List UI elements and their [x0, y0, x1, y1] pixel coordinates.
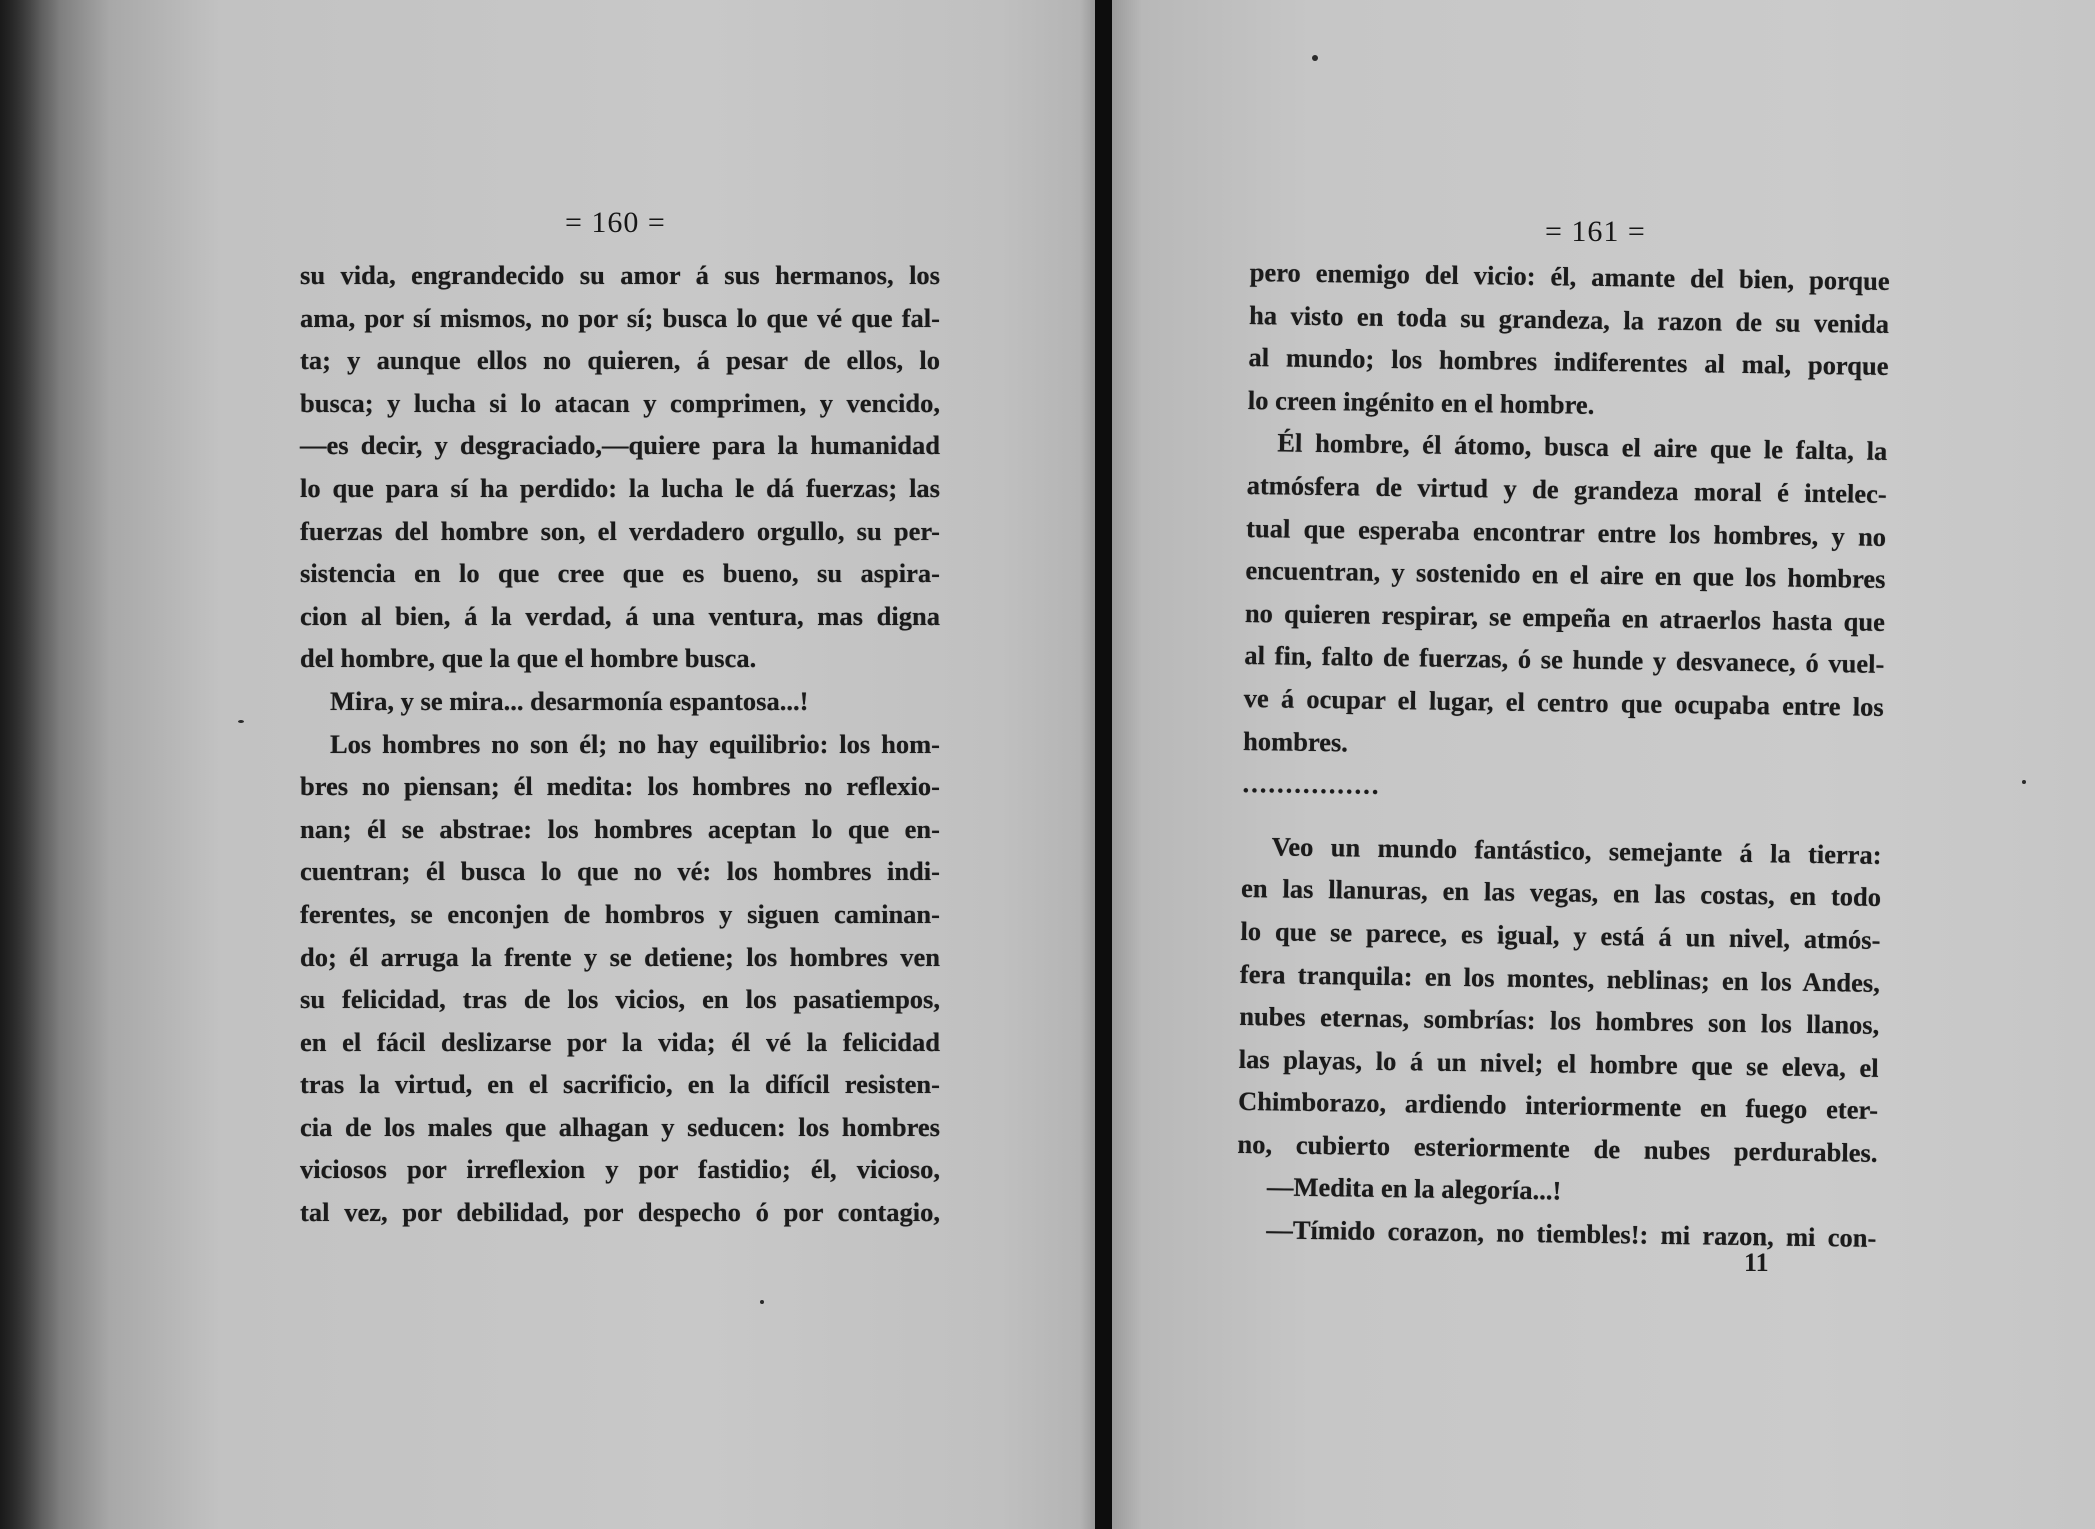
- ink-speck: [1312, 55, 1318, 61]
- text-line: lo creen ingénito en el hombre.: [1247, 384, 1595, 420]
- text-line: Chimborazo, ardiendo interiormente en fuego eter-: [1237, 1086, 1879, 1126]
- text-line: lo que para sí ha perdido: la lucha le dá fuerzas; las: [300, 472, 940, 503]
- text-line: Los hombres no son él; no hay equilibrio: los hom-: [330, 728, 940, 759]
- text-line: no, cubierto esteriormente de nubes perdurables.: [1237, 1128, 1878, 1168]
- text-line: al fin, falto de fuerzas, ó se hunde y desvanece, ó vuel-: [1244, 640, 1885, 680]
- text-line: sistencia en lo que cree que es bueno, su aspira-: [300, 558, 940, 589]
- text-line: Mira, y se mira... desarmonía espantosa...!: [330, 685, 809, 716]
- text-line: do; él arruga la frente y se detiene; los hombres ven: [300, 941, 940, 972]
- text-line: —Medita en la alegoría...!: [1266, 1171, 1562, 1206]
- text-line: en el fácil deslizarse por la vida; él vé la felicidad: [300, 1026, 940, 1057]
- text-line: las playas, lo á un nivel; el hombre que se eleva, el: [1238, 1043, 1879, 1083]
- text-line: ha visto en toda su grandeza, la razon de su venida: [1248, 299, 1890, 339]
- text-line: ferentes, se enconjen de hombros y siguen caminan-: [300, 898, 940, 929]
- text-line: viciosos por irreflexion y por fastidio; él, vicioso,: [300, 1154, 940, 1185]
- text-line: fuerzas del hombre son, el verdadero orgullo, su per-: [300, 515, 940, 546]
- text-line: hombres.: [1242, 725, 1349, 757]
- book-gutter: [1095, 0, 1112, 1529]
- text-line: —es decir, y desgraciado,—quiere para la humanidad: [300, 430, 940, 461]
- left-page-text: [300, 254, 940, 1234]
- text-line: cuentran; él busca lo que no vé: los hombres indi-: [300, 856, 940, 887]
- text-line: atmósfera de virtud y de grandeza moral é intelec-: [1246, 469, 1887, 509]
- text-line: nan; él se abstrae: los hombres aceptan lo que en-: [300, 813, 940, 844]
- signature-mark: 11: [1744, 1248, 1769, 1277]
- text-line: nubes eternas, sombrías: los hombres son los llanos,: [1239, 1001, 1880, 1040]
- left-page-number: = 160 =: [565, 206, 666, 239]
- text-line: pero enemigo del vicio: él, amante del bien, porque: [1249, 256, 1890, 296]
- text-line: —Tímido corazon, no tiembles!: mi razon, mi con-: [1266, 1214, 1877, 1253]
- section-separator: ................: [1242, 768, 1381, 800]
- text-line: del hombre, que la que el hombre busca.: [300, 643, 757, 674]
- ink-speck: [238, 720, 244, 723]
- text-line: no quieren respirar, se empeña en atraerlos hasta que: [1244, 597, 1886, 637]
- ink-speck: [760, 1300, 764, 1304]
- text-line: tual que esperaba encontrar entre los hombres, y no: [1245, 512, 1887, 552]
- text-line: ve á ocupar el lugar, el centro que ocupaba entre los: [1243, 682, 1884, 722]
- text-line: tras la virtud, en el sacrificio, en la difícil resisten-: [300, 1069, 940, 1100]
- text-line: bres no piensan; él medita: los hombres no reflexio-: [300, 771, 940, 802]
- text-line: su felicidad, tras de los vicios, en los pasatiempos,: [300, 984, 940, 1015]
- right-page-number: = 161 =: [1545, 215, 1646, 248]
- text-line: en las llanuras, en las vegas, en las costas, en todo: [1240, 873, 1882, 913]
- text-line: lo que se parece, es igual, y está á un nivel, atmós-: [1240, 915, 1881, 955]
- text-line: cion al bien, á la verdad, á una ventura, mas digna: [300, 600, 940, 631]
- binding-shadow: [0, 0, 60, 1529]
- text-line: al mundo; los hombres indiferentes al mal, porque: [1248, 342, 1889, 382]
- text-line: busca; y lucha si lo atacan y comprimen, y vencido,: [300, 387, 940, 418]
- text-line: Él hombre, él átomo, busca el aire que le falta, la: [1277, 427, 1888, 467]
- text-line: fera tranquila: en los montes, neblinas; en los Andes,: [1239, 958, 1881, 998]
- text-line: encuentran, y sostenido en el aire en que los hombres: [1245, 555, 1886, 595]
- right-page-text: [1236, 251, 1890, 1259]
- text-line: ama, por sí mismos, no por sí; busca lo que vé que fal-: [300, 302, 940, 333]
- text-line: ta; y aunque ellos no quieren, á pesar de ellos, lo: [300, 345, 940, 376]
- text-line: Veo un mundo fantástico, semejante á la tierra:: [1271, 831, 1882, 870]
- text-line: tal vez, por debilidad, por despecho ó por contagio,: [300, 1197, 940, 1228]
- ink-speck: [2022, 780, 2026, 784]
- text-line: cia de los males que alhagan y seducen: los hombres: [300, 1111, 940, 1142]
- text-line: su vida, engrandecido su amor á sus hermanos, los: [300, 260, 940, 290]
